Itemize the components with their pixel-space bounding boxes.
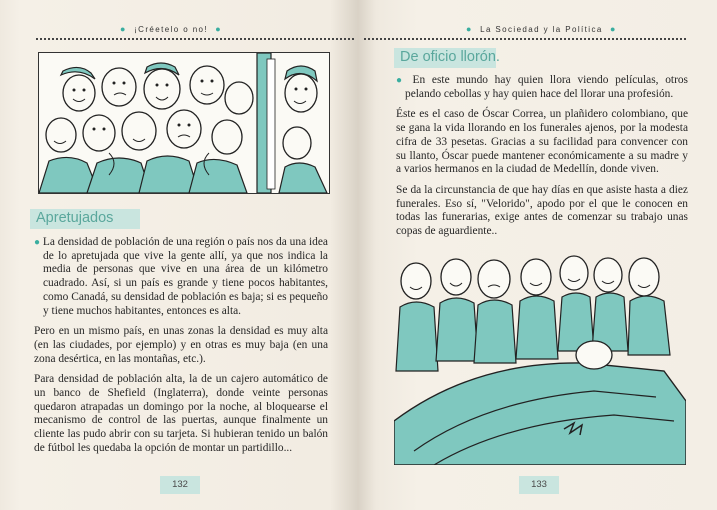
right-dotted-rule	[364, 38, 686, 40]
funeral-mourners-cartoon-icon	[394, 251, 686, 465]
right-page	[358, 0, 717, 510]
left-body-text	[34, 236, 328, 463]
dot-icon: ●	[609, 24, 617, 34]
crowd-in-atm-cartoon-icon	[38, 52, 330, 194]
left-paragraph: Para densidad de población alta, la de un cajero automático de un banco de Shefield (Inglaterra), donde veinte personas quedaron atrapadas un domingo por la noche, al bloquearse el mecanismo de control de las puertas, aunque finalmente un cliente las pudo abrir con su tarjeta. Si hubieran tenido un balón de fútbol les quedaba la opción de montar un partidillo...	[34, 373, 328, 454]
right-section-title: De oficio llorón.	[400, 49, 500, 65]
right-body-text	[396, 74, 688, 246]
right-paragraph: Éste es el caso de Óscar Correa, un plañidero colombiano, que se gana la vida llorando en los funerales ajenos, por la modesta cifra de 33 pesetas. Gracias a su facilidad para convencer con su llanto, Óscar puede mantener económicamente a su madre y a varios hermanos en la ciudad de Medellín, donde viven.	[396, 108, 688, 176]
right-paragraph-text: En este mundo hay quien llora viendo películas, otros pelando cebollas y hay quien hace del llorar una profesión.	[405, 74, 688, 100]
right-paragraph	[396, 74, 688, 101]
dot-icon: ●	[215, 24, 223, 34]
left-page-number: 132	[160, 476, 200, 494]
left-paragraph: Pero en un mismo país, en unas zonas la densidad es muy alta (en las ciudades, por ejemplo) y en otras es muy baja (en una zona desértica, en las montañas, etc.).	[34, 325, 328, 365]
left-running-head	[120, 24, 222, 34]
right-paragraph: Se da la circunstancia de que hay días en que asiste hasta a diez funerales. Eso sí, "Velorido", apodo por el que le conocen en todas las funerarias, exige antes de comenzar su trabajo unas copas de aguardiente..	[396, 183, 688, 238]
bullet-icon: ●	[34, 237, 43, 248]
bullet-icon: ●	[396, 75, 413, 86]
left-page	[0, 0, 358, 510]
dot-icon: ●	[466, 24, 473, 34]
right-running-head-text: La Sociedad y la Política	[480, 25, 603, 34]
left-dotted-rule	[36, 38, 354, 40]
dot-icon: ●	[120, 24, 127, 34]
left-running-head-text: ¡Créetelo o no!	[134, 25, 209, 34]
left-paragraph-text: La densidad de población de una región o país nos da una idea de lo apretujada que vive la gente allí, ya que nos indica la media de personas que vive en una área de un kilómetro cuadrado. Así, si un país es grande y tiene pocos habitantes, como Canadá, su densidad de población es baja; si es pequeño y tiene muchos habitantes, entonces es alta.	[42, 236, 328, 317]
right-running-head	[466, 24, 617, 34]
right-page-number: 133	[519, 476, 559, 494]
right-section-title-band	[394, 48, 500, 68]
left-section-title-band	[30, 209, 140, 229]
left-section-title: Apretujados	[36, 210, 114, 226]
left-paragraph	[34, 236, 328, 318]
